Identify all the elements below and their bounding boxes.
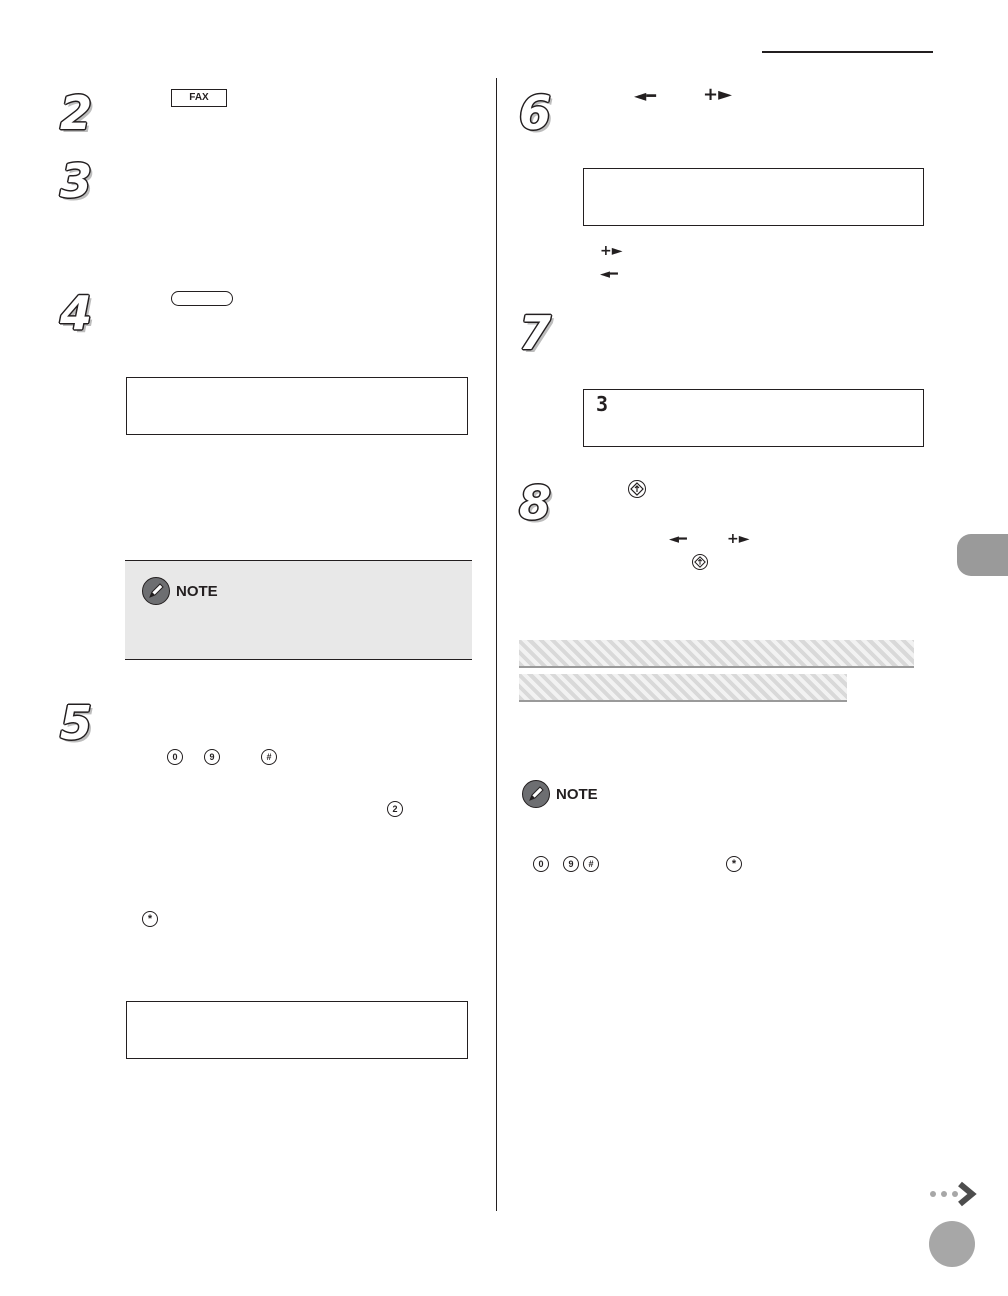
section-heading-line-1 (519, 640, 914, 668)
note-key-0-icon: 0 (533, 856, 549, 872)
lcd-display-step6 (583, 168, 924, 226)
note-key-hash-icon: # (583, 856, 599, 872)
left-minus-icon-small: ◄━ (600, 267, 618, 282)
step-number-5: 5 (60, 696, 93, 750)
note-key-9-icon: 9 (563, 856, 579, 872)
fax-key: FAX (171, 89, 227, 107)
key-star-icon: * (142, 911, 158, 927)
key-hash-icon: # (261, 749, 277, 765)
start-icon (628, 480, 646, 498)
step-number-6: 6 (519, 86, 552, 140)
note-key-star-icon: * (726, 856, 742, 872)
left-minus-icon-step8: ◄━ (669, 532, 687, 547)
plus-right-icon: +► (703, 84, 732, 105)
header-rule (762, 51, 933, 53)
note-header (142, 577, 218, 605)
next-page-icon (956, 1181, 978, 1207)
key-0-icon: 0 (167, 749, 183, 765)
next-dot-2 (941, 1191, 947, 1197)
pencil-icon (142, 577, 170, 605)
step-number-7: 7 (519, 306, 552, 360)
step-number-4: 4 (60, 286, 93, 340)
step-number-2: 2 (60, 86, 93, 140)
page-number-circle (929, 1221, 975, 1267)
lcd-display-step7 (583, 389, 924, 447)
note-header-right (522, 780, 598, 808)
oval-key-icon (171, 291, 233, 306)
plus-right-icon-step8: +► (727, 531, 750, 547)
key-9-icon: 9 (204, 749, 220, 765)
step-number-8: 8 (519, 476, 552, 530)
plus-right-icon-small: +► (600, 243, 623, 259)
chapter-tab (957, 534, 1008, 576)
key-2-icon: 2 (387, 801, 403, 817)
lcd-display-step5 (126, 1001, 468, 1059)
column-divider (496, 78, 497, 1211)
note-box-left (125, 560, 472, 660)
lcd-display-step4 (126, 377, 468, 435)
next-dot-1 (930, 1191, 936, 1197)
pencil-icon-right (522, 780, 550, 808)
section-heading-line-2 (519, 674, 847, 702)
start-icon-small (692, 554, 708, 570)
step-number-3: 3 (60, 154, 93, 208)
note-label: NOTE (176, 582, 218, 600)
left-minus-icon: ◄━ (634, 86, 656, 105)
lcd-digit: 3 (596, 392, 609, 416)
note-label-right: NOTE (556, 785, 598, 803)
